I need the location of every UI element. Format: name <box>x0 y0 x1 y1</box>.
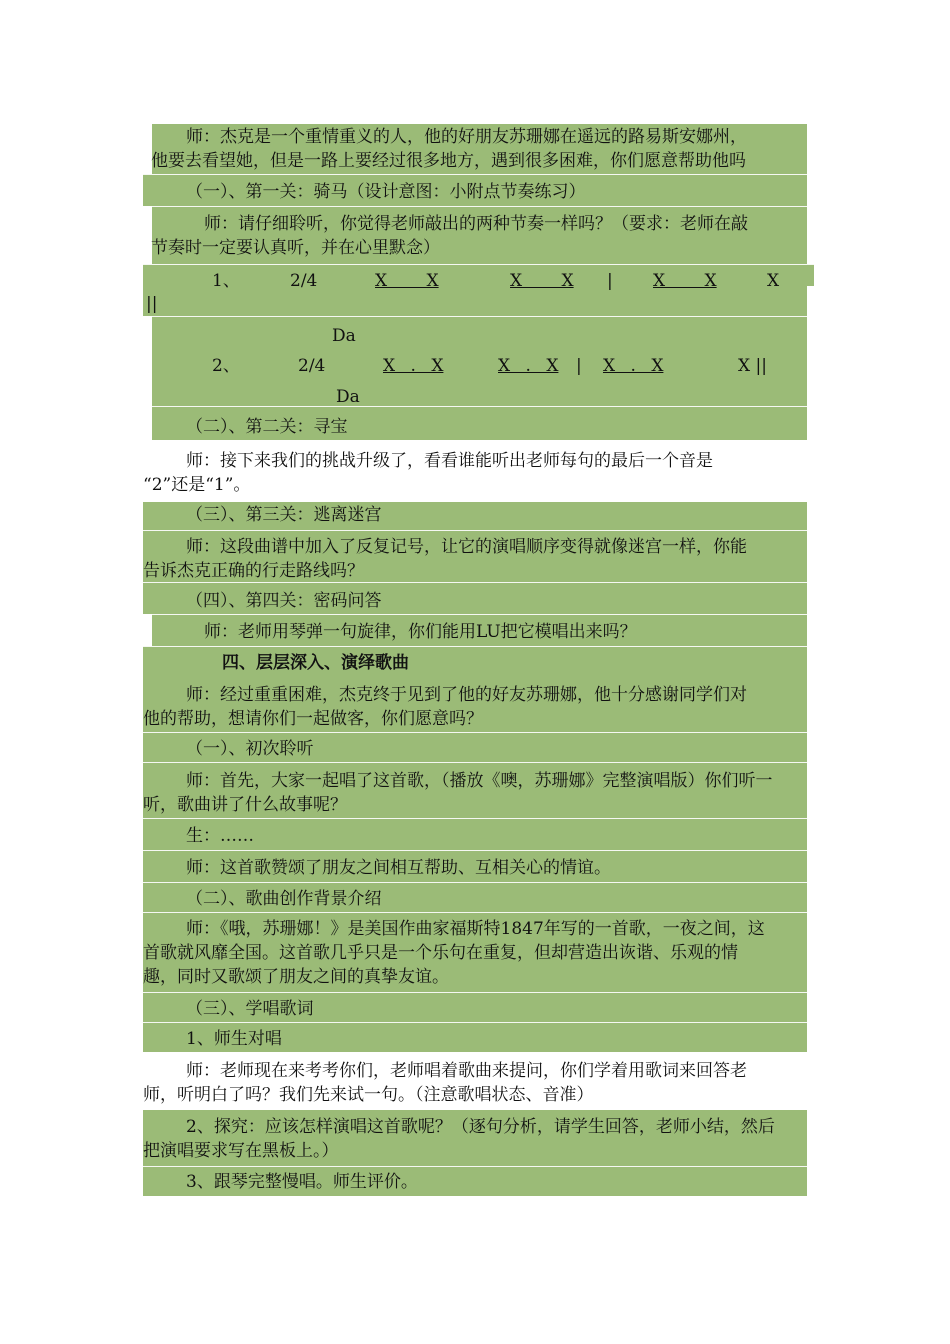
paragraph-line: 师：老师用琴弹一句旋律，你们能用LU把它模唱出来吗？ <box>204 622 637 642</box>
rhythm-number: 2、 <box>212 356 240 376</box>
section-heading: （二）、第二关：寻宝 <box>186 417 348 437</box>
barline: | <box>607 271 613 291</box>
paragraph-line: 师：经过重重困难，杰克终于见到了他的好友苏珊娜，他十分感谢同学们对 <box>186 685 747 705</box>
syllable-label: Da <box>332 326 356 346</box>
end-barline: || <box>146 294 158 314</box>
section-heading: （二）、歌曲创作背景介绍 <box>186 889 382 909</box>
rhythm-measure: X X <box>375 271 439 291</box>
paragraph-line: 生：…… <box>186 826 254 846</box>
section-heading: （四）、第四关：密码问答 <box>186 591 382 611</box>
rhythm-measure: X . X <box>498 356 559 376</box>
paragraph-line: 师：首先，大家一起唱了这首歌，（播放《噢，苏珊娜》完整演唱版）你们听一 <box>186 771 773 791</box>
rhythm-measure: X X <box>510 271 574 291</box>
paragraph-line: 把演唱要求写在黑板上。） <box>143 1141 339 1161</box>
rhythm-meter: 2/4 <box>298 356 326 376</box>
rhythm-measure: X X <box>653 271 717 291</box>
paragraph-line: 他要去看望她，但是一路上要经过很多地方，遇到很多困难，你们愿意帮助他吗 <box>151 151 746 171</box>
rhythm-meter: 2/4 <box>290 271 318 291</box>
rhythm-measure: X . X <box>383 356 444 376</box>
section-heading: （一）、初次聆听 <box>186 739 314 759</box>
rhythm-measure: X . X <box>603 356 664 376</box>
paragraph-line: 趣，同时又歌颂了朋友之间的真挚友谊。 <box>143 967 449 987</box>
paragraph-line: 师：老师现在来考考你们，老师唱着歌曲来提问，你们学着用歌词来回答老 <box>186 1061 747 1081</box>
paragraph-line: 师：请仔细聆听，你觉得老师敲出的两种节奏一样吗？（要求：老师在敲 <box>204 214 748 234</box>
paragraph-line: 他的帮助，想请你们一起做客，你们愿意吗？ <box>143 709 483 729</box>
paragraph-line: “2”还是“1”。 <box>143 475 251 495</box>
paragraph-line: 听，歌曲讲了什么故事呢？ <box>143 795 347 815</box>
rhythm-number: 1、 <box>212 271 240 291</box>
syllable-label: Da <box>336 387 360 407</box>
highlight-block <box>152 316 807 406</box>
paragraph-line: 节奏时一定要认真听，并在心里默念） <box>151 238 440 258</box>
paragraph-line: 2、探究：应该怎样演唱这首歌呢？（逐句分析，请学生回答，老师小结，然后 <box>186 1117 775 1137</box>
rhythm-measure: X || <box>738 356 767 376</box>
paragraph-line: 师，听明白了吗？我们先来试一句。（注意歌唱状态、音准） <box>143 1085 594 1105</box>
paragraph-line: 师：《哦，苏珊娜！》是美国作曲家福斯特1847年写的一首歌，一夜之间，这 <box>186 919 765 939</box>
paragraph-line: 3、跟琴完整慢唱。师生评价。 <box>186 1172 418 1192</box>
barline: | <box>576 356 582 376</box>
paragraph-line: 告诉杰克正确的行走路线吗？ <box>143 561 364 581</box>
paragraph-line: 师：接下来我们的挑战升级了，看看谁能听出老师每句的最后一个音是 <box>186 451 713 471</box>
section-heading: （三）、第三关：逃离迷宫 <box>186 505 382 525</box>
rhythm-measure: X <box>767 271 780 291</box>
chapter-heading: 四、层层深入、演绎歌曲 <box>222 653 409 673</box>
paragraph-line: 师：杰克是一个重情重义的人，他的好朋友苏珊娜在遥远的路易斯安娜州， <box>186 127 747 147</box>
paragraph-line: 师：这段曲谱中加入了反复记号，让它的演唱顺序变得就像迷宫一样，你能 <box>186 537 747 557</box>
section-heading: （三）、学唱歌词 <box>186 999 314 1019</box>
paragraph-line: 师：这首歌赞颂了朋友之间相互帮助、互相关心的情谊。 <box>186 858 611 878</box>
paragraph-line: 1、师生对唱 <box>186 1029 282 1049</box>
section-heading: （一）、第一关：骑马（设计意图：小附点节奏练习） <box>186 182 586 202</box>
paragraph-line: 首歌就风靡全国。这首歌几乎只是一个乐句在重复，但却营造出诙谐、乐观的情 <box>143 943 738 963</box>
